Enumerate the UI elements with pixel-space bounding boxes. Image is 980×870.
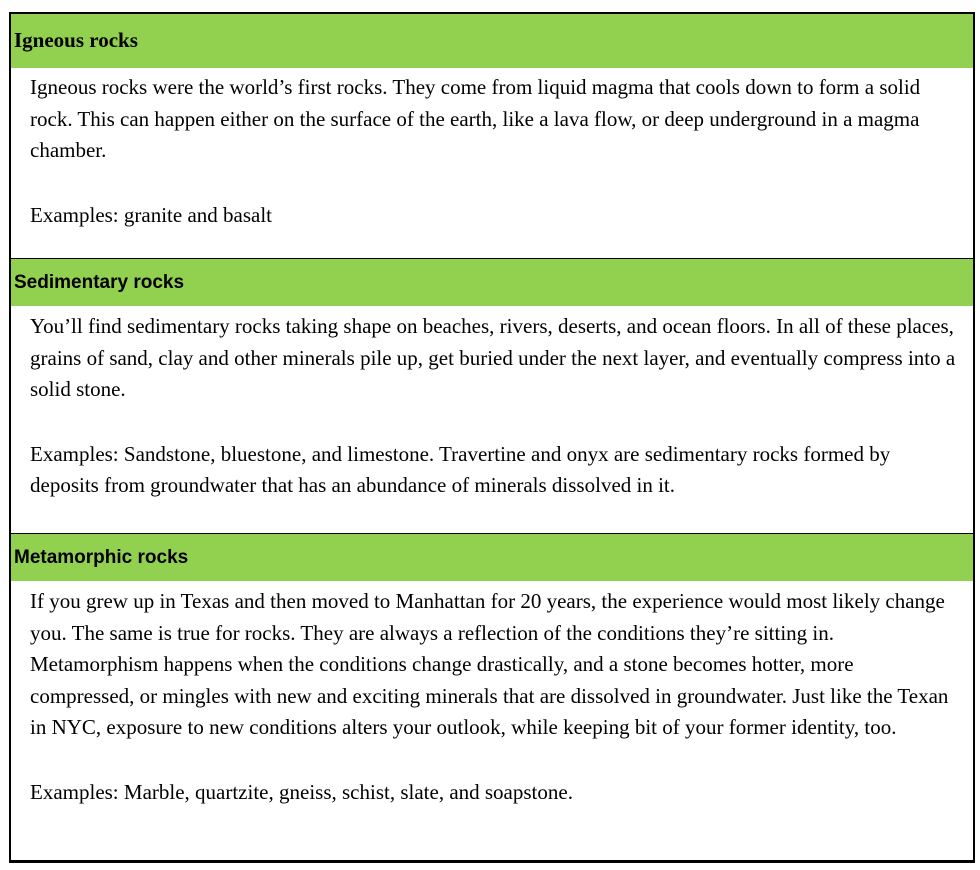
sedimentary-rocks-examples: Examples: Sandstone, bluestone, and limestone. Travertine and onyx are sedimentary rocks formed by deposits from groundwater that has an abundance of minerals dissolved in it. bbox=[30, 441, 891, 497]
metamorphic-rocks-heading: Metamorphic rocks bbox=[11, 533, 973, 581]
sedimentary-rocks-description: You’ll find sedimentary rocks taking shape on beaches, rivers, deserts, and ocean floors. In all of these places, grains of sand, clay and other minerals pile up, get buried under the next layer, and eventually compress into a solid stone. bbox=[30, 314, 956, 401]
sedimentary-rocks-body bbox=[11, 306, 973, 533]
metamorphic-rocks-description: If you grew up in Texas and then moved to Manhattan for 20 years, the experience would most likely change you. The same is true for rocks. They are always a reflection of the conditions they’re sitting in. Metamorphism happens when the conditions change drastically, and a stone becomes hotter, more compressed, or mingles with new and exciting minerals that are dissolved in groundwater. Just like the Texan in NYC, exposure to new conditions alters your outlook, while keeping bit of your former identity, too. bbox=[30, 589, 949, 739]
igneous-rocks-body bbox=[11, 68, 973, 258]
igneous-rocks-examples: Examples: granite and basalt bbox=[30, 202, 273, 227]
metamorphic-rocks-body bbox=[11, 581, 973, 860]
sedimentary-rocks-heading: Sedimentary rocks bbox=[11, 258, 973, 306]
metamorphic-rocks-examples: Examples: Marble, quartzite, gneiss, schist, slate, and soapstone. bbox=[30, 779, 573, 804]
rock-types-table bbox=[9, 12, 975, 863]
igneous-rocks-heading: Igneous rocks bbox=[11, 14, 973, 68]
igneous-rocks-description: Igneous rocks were the world’s first rocks. They come from liquid magma that cools down to form a solid rock. This can happen either on the surface of the earth, like a lava flow, or deep underground in a magma chamber. bbox=[30, 75, 921, 162]
